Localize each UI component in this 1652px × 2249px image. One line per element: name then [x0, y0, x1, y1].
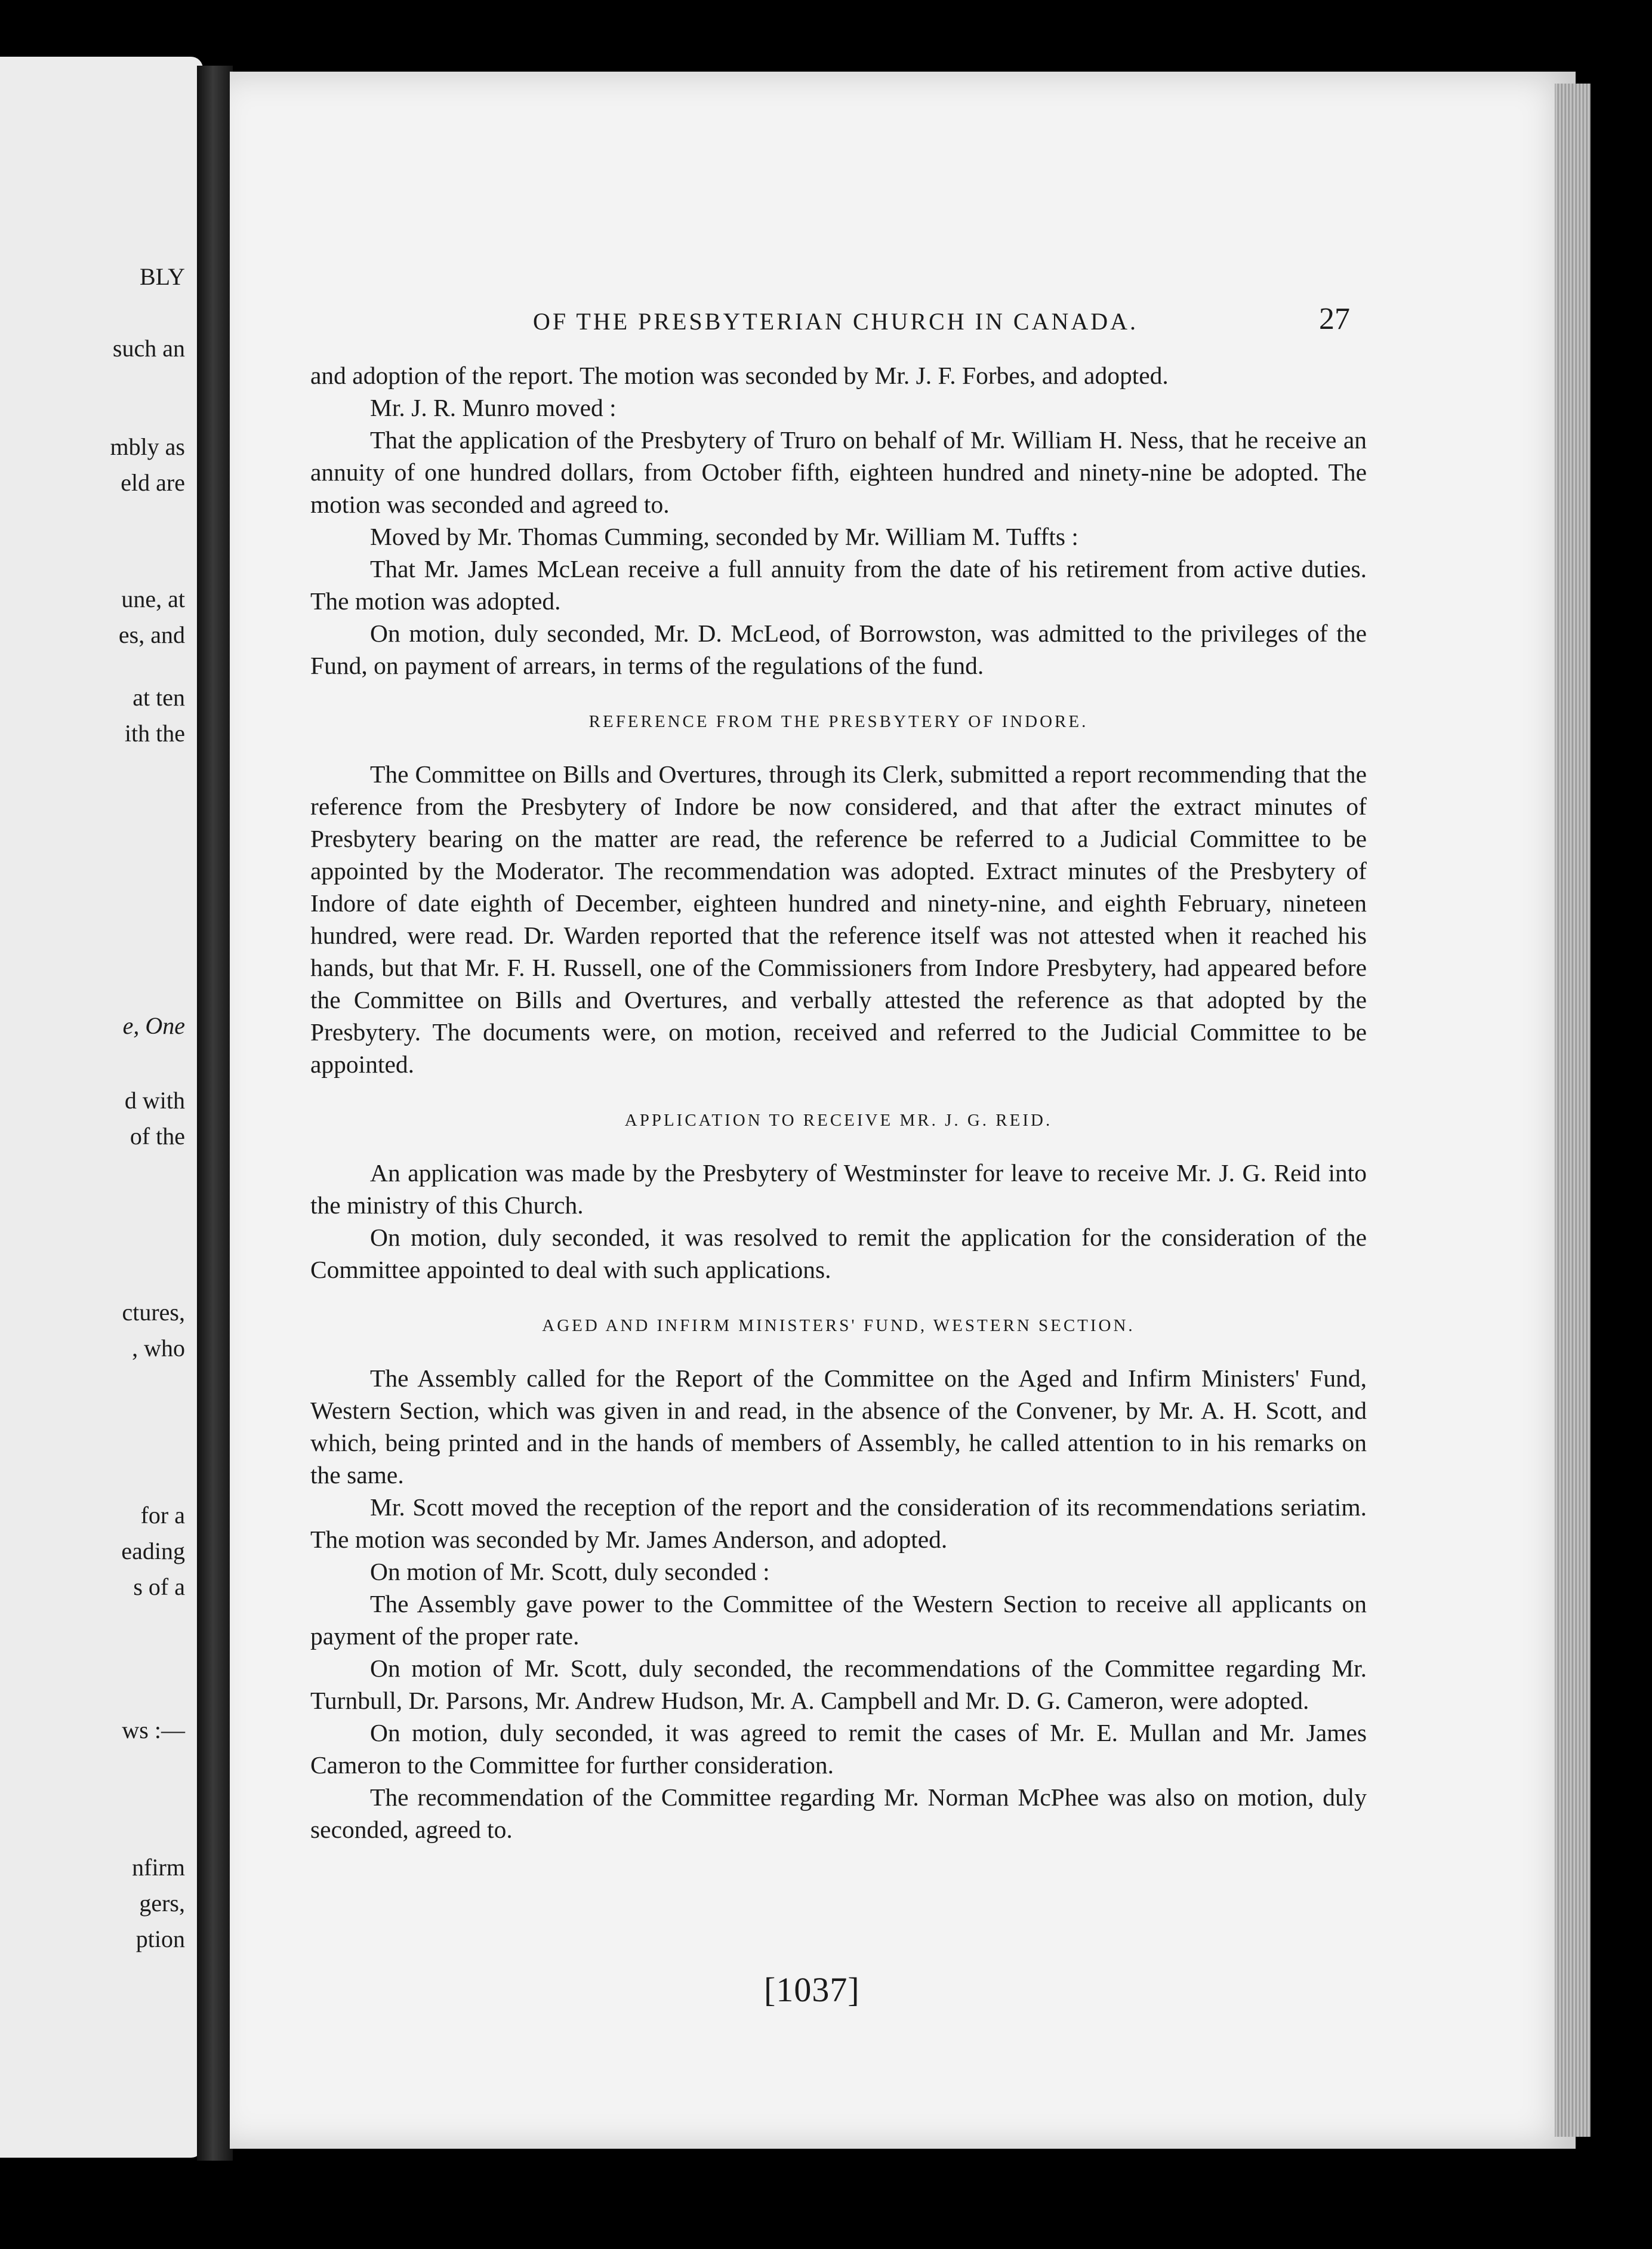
facing-text: ws :—	[122, 1717, 185, 1743]
paragraph: Moved by Mr. Thomas Cumming, seconded by Mr. William M. Tuffts :	[370, 523, 1078, 550]
facing-text: es, and	[118, 621, 185, 648]
paragraph: That Mr. James McLean receive a full annuity from the date of his retirement from active duties. The motion was adopted.	[310, 555, 1367, 615]
facing-text: e, One	[122, 1012, 185, 1039]
facing-text: ption	[135, 1925, 185, 1952]
facing-text: mbly as	[110, 433, 185, 460]
facing-text: s of a	[133, 1573, 185, 1600]
paragraph: The Assembly called for the Report of the Committee on the Aged and Infirm Ministers' Fund, Western Section, which was given in and read, in the absence of the Convener, by Mr. A. H. Scott, and which, being printed and in the hands of members of Assembly, he called attention to in his remarks on the same.	[310, 1364, 1367, 1489]
page-number: 27	[1319, 302, 1350, 336]
paragraph: That the application of the Presbytery of Truro on behalf of Mr. William H. Ness, that he receive an annuity of one hundred dollars, from October fifth, eighteen hundred and ninety-nine be adopted. The motion was seconded and agreed to.	[310, 426, 1367, 518]
paragraph: An application was made by the Presbytery of Westminster for leave to receive Mr. J. G. Reid into the ministry of this Church.	[310, 1159, 1367, 1219]
paragraph: The Assembly gave power to the Committee of the Western Section to receive all applicants on payment of the proper rate.	[310, 1590, 1367, 1650]
section-heading: REFERENCE FROM THE PRESBYTERY OF INDORE.	[588, 712, 1089, 731]
running-head: OF THE PRESBYTERIAN CHURCH IN CANADA.	[533, 308, 1138, 335]
paragraph: On motion of Mr. Scott, duly seconded, the recommendations of the Committee regarding Mr. Turnbull, Dr. Parsons, Mr. Andrew Hudson, Mr. A. Campbell and Mr. D. G. Cameron, were adopted.	[310, 1655, 1367, 1714]
facing-text: , who	[132, 1335, 185, 1361]
page-edges	[1555, 84, 1591, 2137]
facing-text: eld are	[121, 469, 185, 496]
facing-text: ctures,	[122, 1299, 185, 1326]
facing-text: ith the	[124, 720, 185, 747]
paragraph: On motion, duly seconded, it was agreed to remit the cases of Mr. E. Mullan and Mr. James Cameron to the Committee for further consideration.	[310, 1719, 1367, 1779]
paragraph: and adoption of the report. The motion was seconded by Mr. J. F. Forbes, and adopted.	[310, 362, 1169, 389]
facing-text: such an	[112, 335, 185, 362]
paragraph: The Committee on Bills and Overtures, through its Clerk, submitted a report recommending that the reference from the Presbytery of Indore be now considered, and that after the extract minutes of Presbytery bearing on the matter are read, the reference be referred to a Judicial Committee to be appointed by the Moderator. The recommendation was adopted. Extract minutes of the Presbytery of Indore of date eighth of December, eighteen hundred and ninety-nine, and eighth February, nineteen hundred, were read. Dr. Warden reported that the reference itself was not attested when it reached his hands, but that Mr. F. H. Russell, one of the Commissioners from Indore Presbytery, had appeared before the Committee on Bills and Overtures, and verbally attested the reference as that adopted by the Presbytery. The documents were, on motion, received and referred to the Judicial Committee to be appointed.	[310, 760, 1367, 1078]
facing-text: nfirm	[132, 1854, 185, 1881]
paragraph: Mr. Scott moved the reception of the report and the consideration of its recommendations seriatim. The motion was seconded by Mr. James Anderson, and adopted.	[310, 1493, 1367, 1553]
facing-text: une, at	[121, 586, 185, 612]
facing-text: for a	[140, 1502, 185, 1529]
facing-page	[0, 57, 203, 2158]
facing-text: gers,	[139, 1890, 185, 1917]
facing-text: BLY	[140, 263, 185, 290]
folio-number: [1037]	[764, 1970, 860, 2009]
paragraph: The recommendation of the Committee regarding Mr. Norman McPhee was also on motion, duly seconded, agreed to.	[310, 1783, 1367, 1843]
section-heading: APPLICATION TO RECEIVE MR. J. G. REID.	[624, 1111, 1053, 1130]
paragraph: On motion, duly seconded, Mr. D. McLeod, of Borrowston, was admitted to the privileges of the Fund, on payment of arrears, in terms of the regulations of the fund.	[310, 620, 1367, 679]
paragraph: Mr. J. R. Munro moved :	[370, 394, 617, 421]
facing-text: of the	[130, 1123, 185, 1150]
paragraph: On motion of Mr. Scott, duly seconded :	[370, 1558, 770, 1585]
facing-text: at ten	[132, 684, 185, 711]
section-heading: AGED AND INFIRM MINISTERS' FUND, WESTERN SECTION.	[542, 1316, 1135, 1335]
paragraph: On motion, duly seconded, it was resolved to remit the application for the consideration of the Committee appointed to deal with such applications.	[310, 1224, 1367, 1283]
facing-text: d with	[124, 1087, 185, 1114]
body-text	[310, 359, 1367, 1846]
book-spine	[197, 66, 233, 2161]
facing-text: eading	[121, 1538, 185, 1564]
